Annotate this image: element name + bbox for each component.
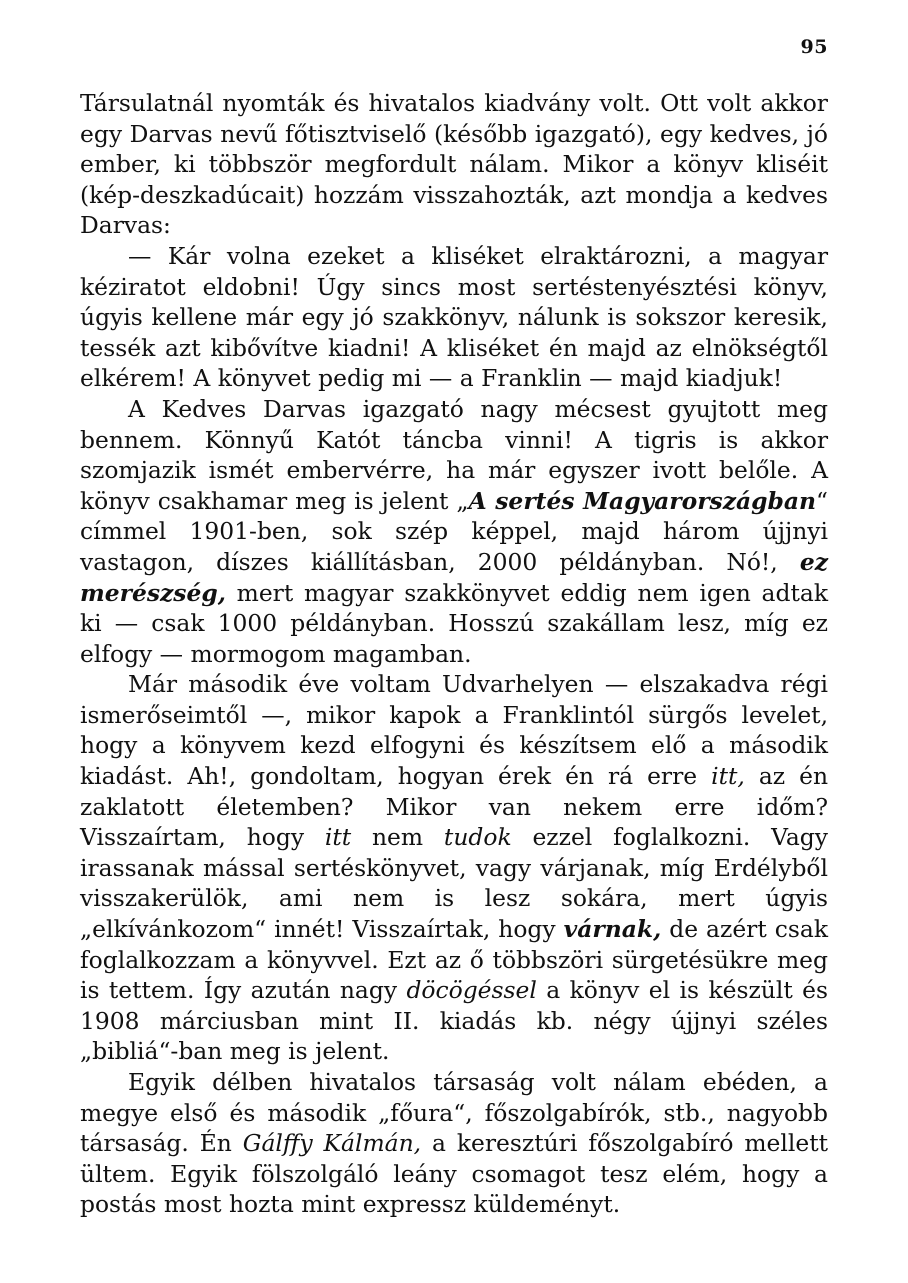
text-run: mert magyar szakkönyvet eddig nem igen adtak ki — csak 1000 példányban. Hosszú szakállam lesz, míg ez elfogy — mormogom magamban. [80, 578, 828, 668]
emphasized-text: itt, [711, 762, 745, 791]
text-run: a keresztúri főszolgabíró mellett ültem. Egyik fölszolgáló leány csomagot tesz elém, hogy a postás most hozta mint expressz küldeményt. [80, 1129, 829, 1219]
paragraph [80, 394, 828, 669]
page-number: 95 [800, 36, 828, 58]
paragraph [80, 1067, 828, 1220]
text-run: A Kedves Darvas igazgató nagy mécsest gyujtott meg bennem. Könnyű Katót táncba vinni! A tigris is akkor szomjazik ismét embervérre, ha már egyszer ivott belőle. A könyv csakhamar meg is jelent „ [80, 394, 828, 515]
text-run: az én zaklatott életemben? Mikor van nekem erre időm? Visszaírtam, hogy [80, 762, 829, 852]
text-run: Társulatnál nyomták és hivatalos kiadvány volt. Ott volt akkor egy Darvas nevű főtisztviselő (később igazgató), egy kedves, jó ember, ki többször megfordult nálam. Mikor a könyv kliséit (kép-deszkadúcait) hozzám visszahozták, azt mondja a kedves Darvas: [80, 89, 828, 240]
paragraph [80, 241, 828, 394]
text-run: “ címmel 1901-ben, sok szép képpel, majd három újjnyi vastagon, díszes kiállításban, 2000 példányban. Nó!, [80, 486, 828, 576]
body-text [80, 88, 828, 1220]
text-run: Egyik délben hivatalos társaság volt nálam ebéden, a megye első és második „főura“, főszolgabírók, stb., nagyobb társaság. Én [80, 1068, 828, 1158]
emphasized-text: tudok [443, 823, 512, 852]
text-run: Már második éve voltam Udvarhelyen — elszakadva régi ismerőseimtől —, mikor kapok a Franklintól sürgős levelet, hogy a könyvem kezd elfogyni és készítsem elő a második kiadást. Ah!, gondoltam, hogyan érek én rá erre [80, 670, 828, 791]
emphasized-text: várnak, [563, 915, 662, 944]
emphasized-text: Gálffy Kálmán, [242, 1129, 422, 1158]
paragraph [80, 88, 828, 241]
text-run: nem [351, 823, 444, 852]
text-run: — Kár volna ezeket a kliséket elraktározni, a magyar kéziratot eldobni! Úgy sincs most sertéstenyésztési könyv, úgyis kellene már egy jó szakkönyv, nálunk is sokszor keresik, tessék azt kibővítve kiadni! A kliséket én majd az elnökségtől elkérem! A könyvet pedig mi — a Franklin — majd kiadjuk! [80, 241, 828, 393]
text-run: a könyv el is készült és 1908 márciusban mint II. kiadás kb. négy újjnyi széles „bibliá“-ban meg is jelent. [80, 976, 828, 1066]
emphasized-text: ez merészség, [80, 547, 828, 607]
emphasized-text: A sertés Magyarországban [468, 486, 817, 515]
emphasized-text: itt [324, 823, 352, 852]
paragraph [80, 669, 828, 1067]
emphasized-text: döcögéssel [406, 976, 537, 1005]
text-run: de azért csak foglalkozzam a könyvvel. Ezt az ő többszöri sürgetésükre meg is tettem. Így azután nagy [80, 915, 828, 1005]
text-run: ezzel foglalkozni. Vagy irassanak mással sertéskönyvet, vagy várjanak, míg Erdélyből visszakerülök, ami nem is lesz sokára, mert úgyis „elkívánkozom“ innét! Visszaírtak, hogy [80, 823, 828, 944]
